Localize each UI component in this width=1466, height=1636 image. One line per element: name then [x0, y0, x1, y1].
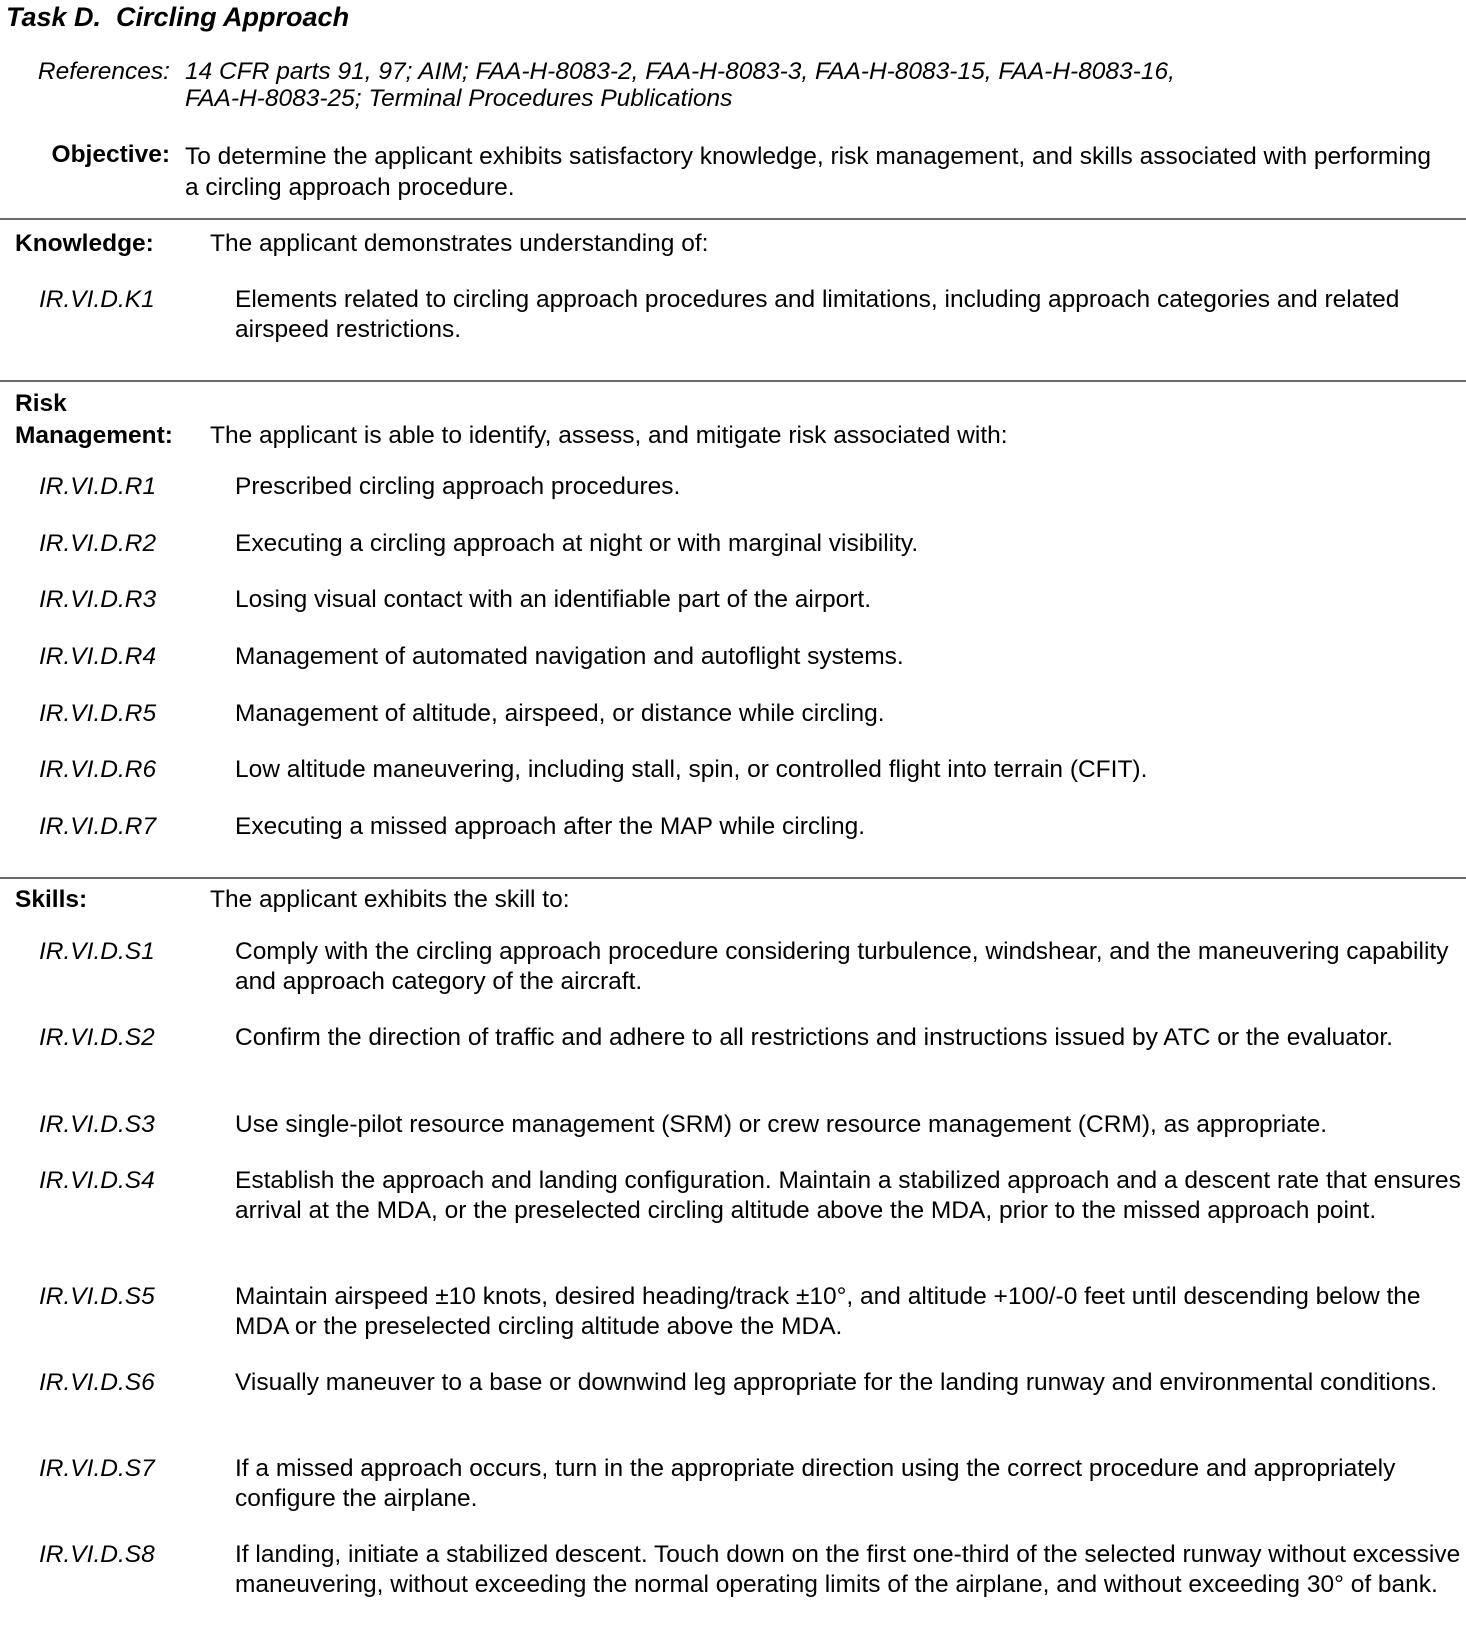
task-title: Task D. Circling Approach [6, 2, 350, 32]
skill-item-text: If landing, initiate a stabilized descent. Touch down on the first one-third of the selected runway without excessive maneuvering, without exceeding the normal operating limits of the airplane, and without exceeding 30° of bank. [235, 1541, 1461, 1598]
skill-item-code: IR.VI.D.S8 [39, 1541, 155, 1568]
section-divider [0, 218, 1466, 220]
references-label: References: [37, 58, 170, 85]
risk-item-text: Management of altitude, airspeed, or distance while circling. [235, 700, 885, 727]
skill-item-text: Comply with the circling approach procedure considering turbulence, windshear, and the maneuvering capability and approach category of the aircraft. [235, 938, 1449, 995]
risk-item-text: Executing a circling approach at night or with marginal visibility. [235, 530, 919, 557]
skill-item-code: IR.VI.D.S2 [39, 1024, 155, 1051]
risk-item-text: Low altitude maneuvering, including stall, spin, or controlled flight into terrain (CFIT). [235, 756, 1148, 783]
skill-item-text: Use single-pilot resource management (SRM) or crew resource management (CRM), as appropriate. [235, 1111, 1328, 1138]
risk-item-text: Management of automated navigation and autoflight systems. [235, 643, 904, 670]
knowledge-item-text: Elements related to circling approach procedures and limitations, including approach categories and related airspeed restrictions. [235, 286, 1400, 343]
skills-label: Skills: [15, 886, 88, 913]
risk-item-code: IR.VI.D.R5 [39, 700, 157, 727]
risk-item-code: IR.VI.D.R4 [39, 643, 157, 670]
section-divider [0, 380, 1466, 382]
references-line-1: 14 CFR parts 91, 97; AIM; FAA-H-8083-2, FAA-H-8083-3, FAA-H-8083-15, FAA-H-8083-16, [185, 58, 1175, 85]
skill-item-code: IR.VI.D.S7 [39, 1455, 155, 1482]
risk-item-code: IR.VI.D.R7 [39, 813, 157, 840]
skill-item-code: IR.VI.D.S1 [39, 938, 155, 965]
risk-item-code: IR.VI.D.R6 [39, 756, 157, 783]
risk-management-label [15, 388, 173, 452]
knowledge-intro: The applicant demonstrates understanding of: [210, 230, 709, 257]
skill-item-text: Visually maneuver to a base or downwind leg appropriate for the landing runway and environmental conditions. [235, 1369, 1438, 1396]
risk-item-code: IR.VI.D.R1 [39, 473, 157, 500]
skill-item-text: Confirm the direction of traffic and adhere to all restrictions and instructions issued by ATC or the evaluator. [235, 1024, 1393, 1051]
objective-label: Objective: [51, 141, 170, 168]
skills-intro: The applicant exhibits the skill to: [210, 886, 570, 913]
risk-item-code: IR.VI.D.R2 [39, 530, 157, 557]
knowledge-label: Knowledge: [15, 230, 154, 257]
skill-item-text: If a missed approach occurs, turn in the appropriate direction using the correct procedure and appropriately configure the airplane. [235, 1455, 1396, 1512]
references-text [185, 58, 1335, 112]
skill-item-text: Maintain airspeed ±10 knots, desired heading/track ±10°, and altitude +100/-0 feet until descending below the MDA or the preselected circling altitude above the MDA. [235, 1283, 1421, 1340]
risk-label-line-2: Management: [15, 422, 173, 449]
risk-item-text: Losing visual contact with an identifiable part of the airport. [235, 586, 872, 613]
section-divider [0, 877, 1466, 879]
skill-item-code: IR.VI.D.S6 [39, 1369, 155, 1396]
risk-item-code: IR.VI.D.R3 [39, 586, 157, 613]
skill-item-code: IR.VI.D.S3 [39, 1111, 155, 1138]
risk-label-line-1: Risk [15, 390, 67, 417]
risk-item-text: Executing a missed approach after the MAP while circling. [235, 813, 866, 840]
references-line-2: FAA-H-8083-25; Terminal Procedures Publications [185, 85, 733, 112]
skill-item-text: Establish the approach and landing configuration. Maintain a stabilized approach and a descent rate that ensures arrival at the MDA, or the preselected circling altitude above the MDA, prior to the missed approach point. [235, 1167, 1461, 1224]
risk-management-intro: The applicant is able to identify, assess, and mitigate risk associated with: [210, 422, 1008, 449]
knowledge-item-code: IR.VI.D.K1 [39, 286, 155, 313]
risk-item-text: Prescribed circling approach procedures. [235, 473, 681, 500]
objective-text: To determine the applicant exhibits satisfactory knowledge, risk management, and skills associated with performing a circling approach procedure. [185, 143, 1432, 201]
skill-item-code: IR.VI.D.S5 [39, 1283, 155, 1310]
skill-item-code: IR.VI.D.S4 [39, 1167, 155, 1194]
